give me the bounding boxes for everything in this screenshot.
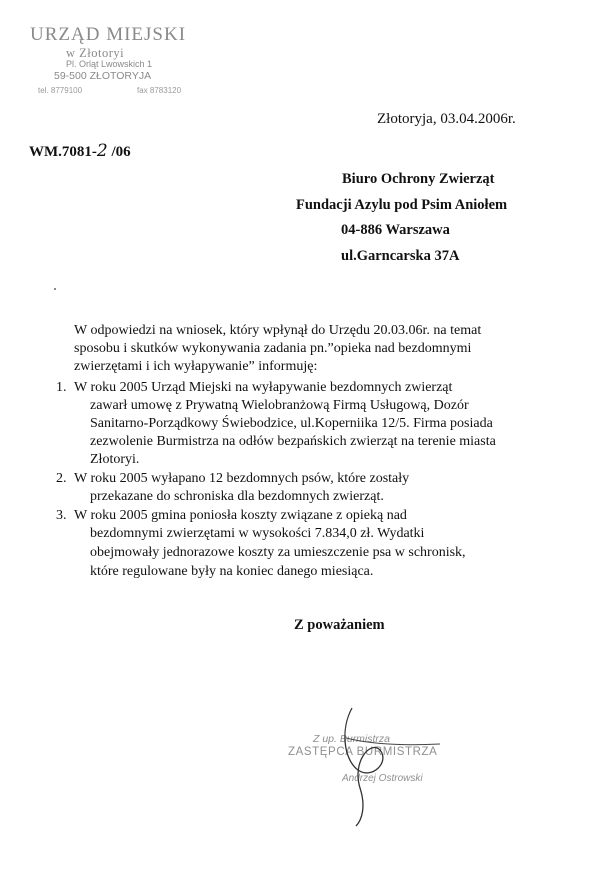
item-1-line-3: Sanitarno-Porządkowy Świebodzice, ul.Koperniika 12/5. Firma posiada: [90, 416, 493, 431]
reference-prefix: WM.7081-: [29, 144, 97, 160]
item-2-line-2: przekazane do schroniska dla bezdomnych zwierząt.: [90, 489, 384, 504]
stamp-title: URZĄD MIEJSKI: [30, 24, 187, 45]
item-3-line-1: W roku 2005 gmina poniosła koszty związane z opieką nad: [74, 508, 407, 523]
signature-title: ZASTĘPCA BURMISTRZA: [288, 746, 438, 758]
item-1-line-4: zezwolenie Burmistrza na odłów bezpańskich zwierząt na terenie miasta: [90, 434, 496, 449]
stamp-tel: tel. 8779100: [38, 86, 83, 95]
closing: Z poważaniem: [294, 617, 385, 633]
signature-authorization: Z up. Burmistrza: [313, 733, 391, 745]
reference-handwritten: 2: [96, 141, 108, 161]
item-number-1: 1.: [56, 380, 67, 395]
recipient-line-3: 04-886 Warszawa: [341, 222, 450, 238]
item-number-2: 2.: [56, 471, 67, 486]
stamp-fax: fax 8783120: [137, 86, 182, 95]
intro-line-2: sposobu i skutków wykonywania zadania pn.”opieka nad bezdomnymi: [74, 341, 472, 356]
intro-line-3: zwierzętami i ich wyłapywanie” informuję:: [74, 359, 318, 374]
item-1-line-1: W roku 2005 Urząd Miejski na wyłapywanie bezdomnych zwierząt: [74, 380, 453, 395]
recipient-line-4: ul.Garncarska 37A: [341, 248, 460, 264]
intro-line-1: W odpowiedzi na wniosek, który wpłynął do Urzędu 20.03.06r. na temat: [74, 323, 482, 338]
recipient-line-2: Fundacji Azylu pod Psim Aniołem: [296, 197, 508, 213]
item-3-line-3: obejmowały jednorazowe koszty za umieszczenie psa w schronisk,: [90, 545, 466, 560]
stamp-subtitle: w Złotoryi: [66, 46, 125, 60]
item-3-line-2: bezdomnymi zwierzętami w wysokości 7.834,0 zł. Wydatki: [90, 526, 425, 541]
handwritten-signature: [300, 700, 470, 830]
stamp-city: 59-500 ZŁOTORYJA: [54, 70, 152, 82]
reference-suffix: /06: [107, 144, 131, 160]
item-2-line-1: W roku 2005 wyłapano 12 bezdomnych psów, które zostały: [74, 471, 410, 486]
stamp-street: Pl. Orląt Lwowskich 1: [66, 59, 153, 69]
scan-speck: [54, 288, 56, 290]
reference-number: [29, 141, 131, 161]
item-3-line-4: które regulowane były na koniec danego miesiąca.: [90, 564, 374, 579]
place-date: Złotoryja, 03.04.2006r.: [377, 111, 516, 127]
item-1-line-5: Złotoryi.: [90, 452, 140, 467]
item-1-line-2: zawarł umowę z Prywatną Wielobranżową Firmą Usługową, Dozór: [90, 398, 469, 413]
signature-name: Andrzej Ostrowski: [342, 773, 423, 784]
recipient-line-1: Biuro Ochrony Zwierząt: [342, 171, 495, 187]
item-number-3: 3.: [56, 508, 67, 523]
